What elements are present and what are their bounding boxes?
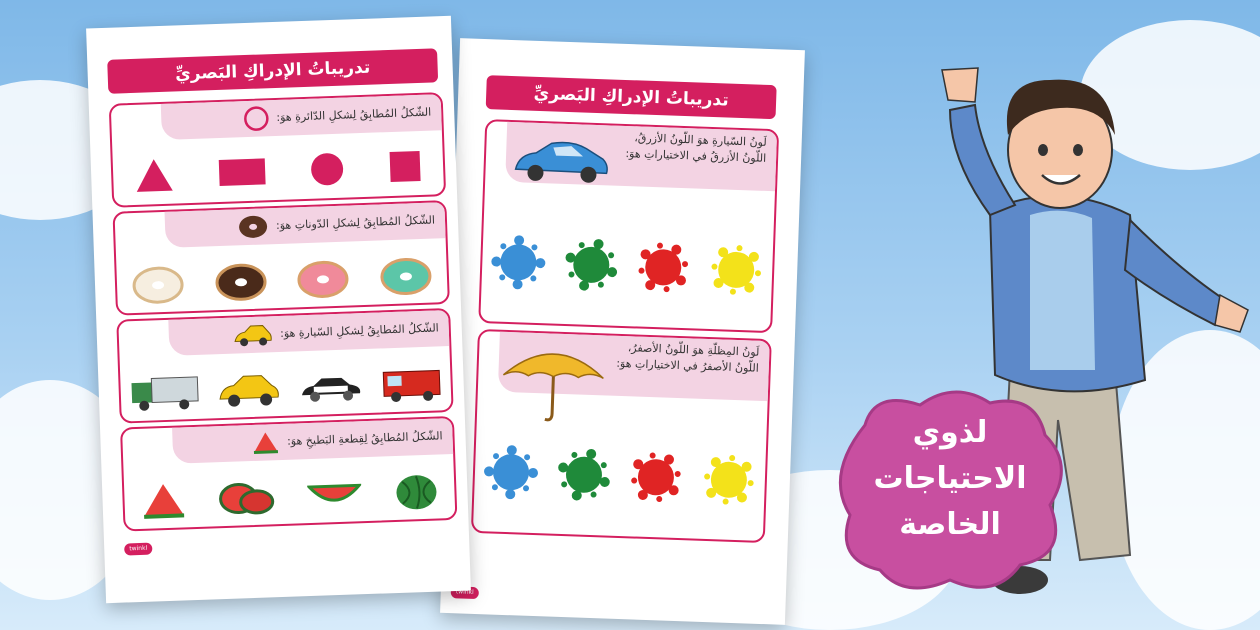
watermelon-whole-icon[interactable] [393, 473, 438, 513]
fire-truck-icon[interactable] [381, 364, 442, 404]
paint-splat-option[interactable] [480, 441, 542, 503]
worksheet-colors [440, 38, 805, 625]
question-prompt: الشّكلُ المُطابِقُ لِشكلِ الدّوناتِ هوَ: [165, 202, 446, 248]
police-car-icon[interactable] [299, 371, 364, 403]
question-box [116, 308, 453, 424]
donut-chocolate-icon[interactable] [214, 261, 267, 303]
paint-splat-option[interactable] [625, 446, 687, 508]
question-prompt: لَونُ المِظلّةِ هوَ اللّونُ الأصفرُ، اللّونُ الأصفرُ في الاختياراتِ هوَ: [498, 332, 770, 401]
watermelon-wedge-icon[interactable] [307, 479, 362, 511]
worksheet-title: تدريباتُ الإدراكِ البَصريِّ [107, 48, 438, 93]
yellow-car-icon[interactable] [217, 371, 282, 409]
donut-chocolate-icon [238, 213, 269, 240]
paint-splat-option[interactable] [560, 234, 622, 296]
donut-plain-icon[interactable] [132, 264, 185, 306]
donut-pink-icon[interactable] [297, 259, 350, 301]
watermelon-halves-icon[interactable] [217, 479, 274, 517]
question-box [478, 119, 779, 333]
watermelon-slice-icon [251, 430, 280, 455]
answer-options [481, 216, 774, 316]
answer-options [124, 470, 455, 523]
twinkl-logo: twinkl [451, 586, 479, 599]
worksheet-title: تدريباتُ الإدراكِ البَصريِّ [486, 75, 777, 119]
question-prompt: الشّكلُ المُطابِقُ لِقِطعةِ البَطيخِ هوَ: [172, 418, 453, 464]
question-prompt: لَونُ السّيارةِ هوَ اللّونُ الأزرقُ، اللّونُ الأزرقُ في الاختياراتِ هوَ: [505, 122, 777, 191]
paint-splat-option[interactable] [553, 444, 615, 506]
question-box [112, 200, 449, 316]
answer-options [120, 362, 451, 415]
answer-options [473, 426, 766, 526]
question-box [109, 92, 446, 208]
garbage-truck-icon[interactable] [129, 373, 200, 413]
watermelon-slice-icon[interactable] [140, 481, 185, 521]
donut-mint-icon[interactable] [379, 256, 432, 298]
badge-text: لذوي الاحتياجات الخاصة [873, 415, 1027, 542]
triangle-icon[interactable] [134, 157, 175, 194]
question-prompt: الشّكلُ المُطابِقُ لِشكلِ الدّائرةِ هوَ: [161, 94, 442, 140]
paint-splat-option[interactable] [705, 239, 767, 301]
paint-splat-option[interactable] [488, 231, 550, 293]
twinkl-logo: twinkl [124, 543, 152, 556]
question-prompt: الشّكلُ المُطابِقُ لِشكلِ السّيارةِ هوَ: [168, 310, 449, 356]
blue-car-icon [510, 134, 612, 187]
circle-icon[interactable] [309, 151, 346, 188]
circle-outline-icon [242, 105, 269, 132]
worksheet-shapes [86, 16, 471, 603]
question-box [120, 416, 457, 532]
paint-splat-option[interactable] [632, 236, 694, 298]
paint-splat-option[interactable] [698, 449, 760, 511]
yellow-car-icon [232, 322, 273, 347]
question-box [471, 329, 772, 543]
answer-options [113, 144, 444, 197]
yellow-umbrella-icon [497, 340, 610, 429]
answer-options [116, 252, 447, 309]
rectangle-icon[interactable] [216, 156, 267, 188]
square-icon[interactable] [387, 149, 422, 184]
